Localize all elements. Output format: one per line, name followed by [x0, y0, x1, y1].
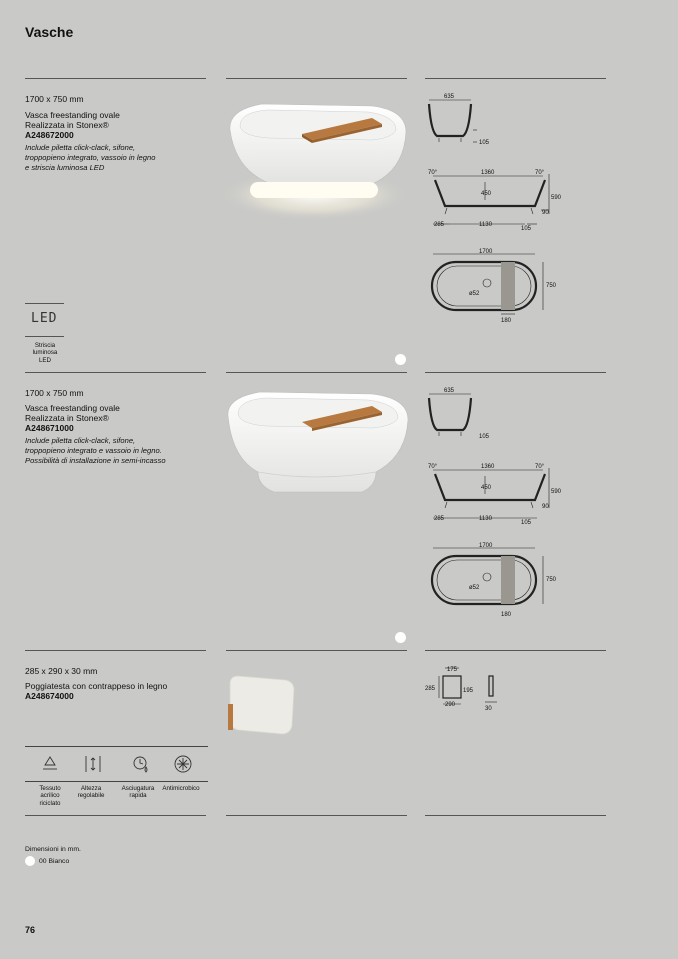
product-dimensions: 285 x 290 x 30 mm	[25, 666, 98, 676]
product-desc-line: e striscia luminosa LED	[25, 163, 105, 172]
dim-label: 450	[481, 191, 492, 197]
height-adjust-feature	[68, 746, 118, 782]
dim-label: 105	[479, 434, 490, 440]
dim-label: 195	[463, 688, 474, 694]
dim-label: 290	[445, 702, 456, 708]
dim-label: 180	[501, 318, 512, 324]
dimensions-note: Dimensioni in mm.	[25, 846, 81, 853]
divider	[25, 815, 206, 816]
divider	[226, 372, 407, 373]
dim-label: 90	[542, 504, 549, 510]
dim-label: 70°	[535, 464, 545, 470]
divider	[25, 372, 206, 373]
antimicrobial-feature	[158, 746, 208, 782]
feature-label: Antimicrobico	[162, 785, 200, 792]
color-swatch	[25, 856, 35, 866]
product-dimensions: 1700 x 750 mm	[25, 94, 84, 104]
dim-label: 590	[551, 195, 562, 201]
feature-label: Altezza regolabile	[77, 785, 105, 800]
product-desc-line: troppopieno integrato e vassoio in legno.	[25, 446, 162, 455]
divider	[25, 650, 206, 651]
recycle-icon	[39, 753, 61, 775]
divider	[425, 372, 606, 373]
product-dimensions: 1700 x 750 mm	[25, 388, 84, 398]
feature-label: Tessuto acrilico riciclato	[39, 785, 61, 807]
dim-label: 105	[521, 226, 532, 232]
divider	[226, 815, 407, 816]
dim-label: 635	[444, 94, 455, 100]
feature-label: Asciugatura rapida	[121, 785, 155, 800]
color-dot	[395, 354, 406, 365]
quick-dry-icon	[130, 753, 152, 775]
divider	[226, 650, 407, 651]
product-info	[25, 681, 167, 701]
product-desc-line: troppopieno integrato, vassoio in legno	[25, 153, 156, 162]
dim-label: 1700	[479, 249, 493, 255]
dim-label: 105	[479, 140, 490, 146]
dim-label: 1360	[481, 170, 495, 176]
dim-label: 285	[434, 222, 445, 228]
product-desc-line: Include piletta click-clack, sifone,	[25, 436, 136, 445]
dim-label: 70°	[535, 170, 545, 176]
page-number: 76	[25, 925, 36, 935]
divider	[25, 303, 64, 304]
divider	[226, 78, 407, 79]
product-code: A248674000	[25, 691, 74, 701]
dim-label: 90	[542, 210, 549, 216]
dim-label: ø52	[469, 291, 480, 297]
dim-label: 1130	[479, 516, 492, 522]
dim-label: 450	[481, 485, 492, 491]
divider	[425, 650, 606, 651]
product-name: Vasca freestanding ovale	[25, 403, 120, 413]
height-adjust-icon	[82, 753, 104, 775]
dim-label: 180	[501, 612, 512, 618]
dim-label: 1360	[481, 464, 495, 470]
product-material: Realizzata in Stonex®	[25, 120, 109, 130]
headrest-technical-drawing	[425, 662, 525, 718]
color-label: 00 Bianco	[39, 858, 70, 865]
feature-label: Striscia luminosa LED	[32, 342, 58, 364]
dim-label: 30	[485, 706, 492, 712]
dim-label: 70°	[428, 464, 438, 470]
dim-label: 635	[444, 388, 455, 394]
product-code: A248672000	[25, 130, 74, 140]
product-desc-line: Possibilità di installazione in semi-incasso	[25, 456, 166, 465]
bathtub-image	[222, 386, 412, 501]
dim-label: 175	[447, 667, 458, 673]
color-dot	[395, 632, 406, 643]
bathtub-led-image	[222, 92, 412, 222]
product-material: Realizzata in Stonex®	[25, 413, 109, 423]
divider	[25, 78, 206, 79]
dim-label: 750	[546, 283, 557, 289]
dim-label: 70°	[428, 170, 438, 176]
divider	[425, 78, 606, 79]
product-info	[25, 110, 155, 173]
product-name: Poggiatesta con contrappeso in legno	[25, 681, 168, 691]
dim-label: 750	[546, 577, 557, 583]
bathtub-technical-drawing	[425, 384, 565, 624]
dim-label: 1700	[479, 543, 493, 549]
dim-label: 1130	[479, 222, 492, 228]
headrest-image	[224, 670, 304, 740]
dim-label: 285	[434, 516, 445, 522]
page-title: Vasche	[25, 24, 74, 40]
product-desc-line: Include piletta click-clack, sifone,	[25, 143, 136, 152]
dim-label: 285	[425, 686, 436, 692]
led-icon: LED	[31, 311, 58, 326]
bathtub-technical-drawing	[425, 90, 565, 330]
dim-label: ø52	[469, 585, 480, 591]
product-name: Vasca freestanding ovale	[25, 110, 120, 120]
product-code: A248671000	[25, 423, 74, 433]
divider	[425, 815, 606, 816]
antimicrobial-icon	[172, 753, 194, 775]
dim-label: 105	[521, 520, 532, 526]
dim-label: 590	[551, 489, 562, 495]
divider	[25, 336, 64, 337]
product-info	[25, 403, 166, 466]
